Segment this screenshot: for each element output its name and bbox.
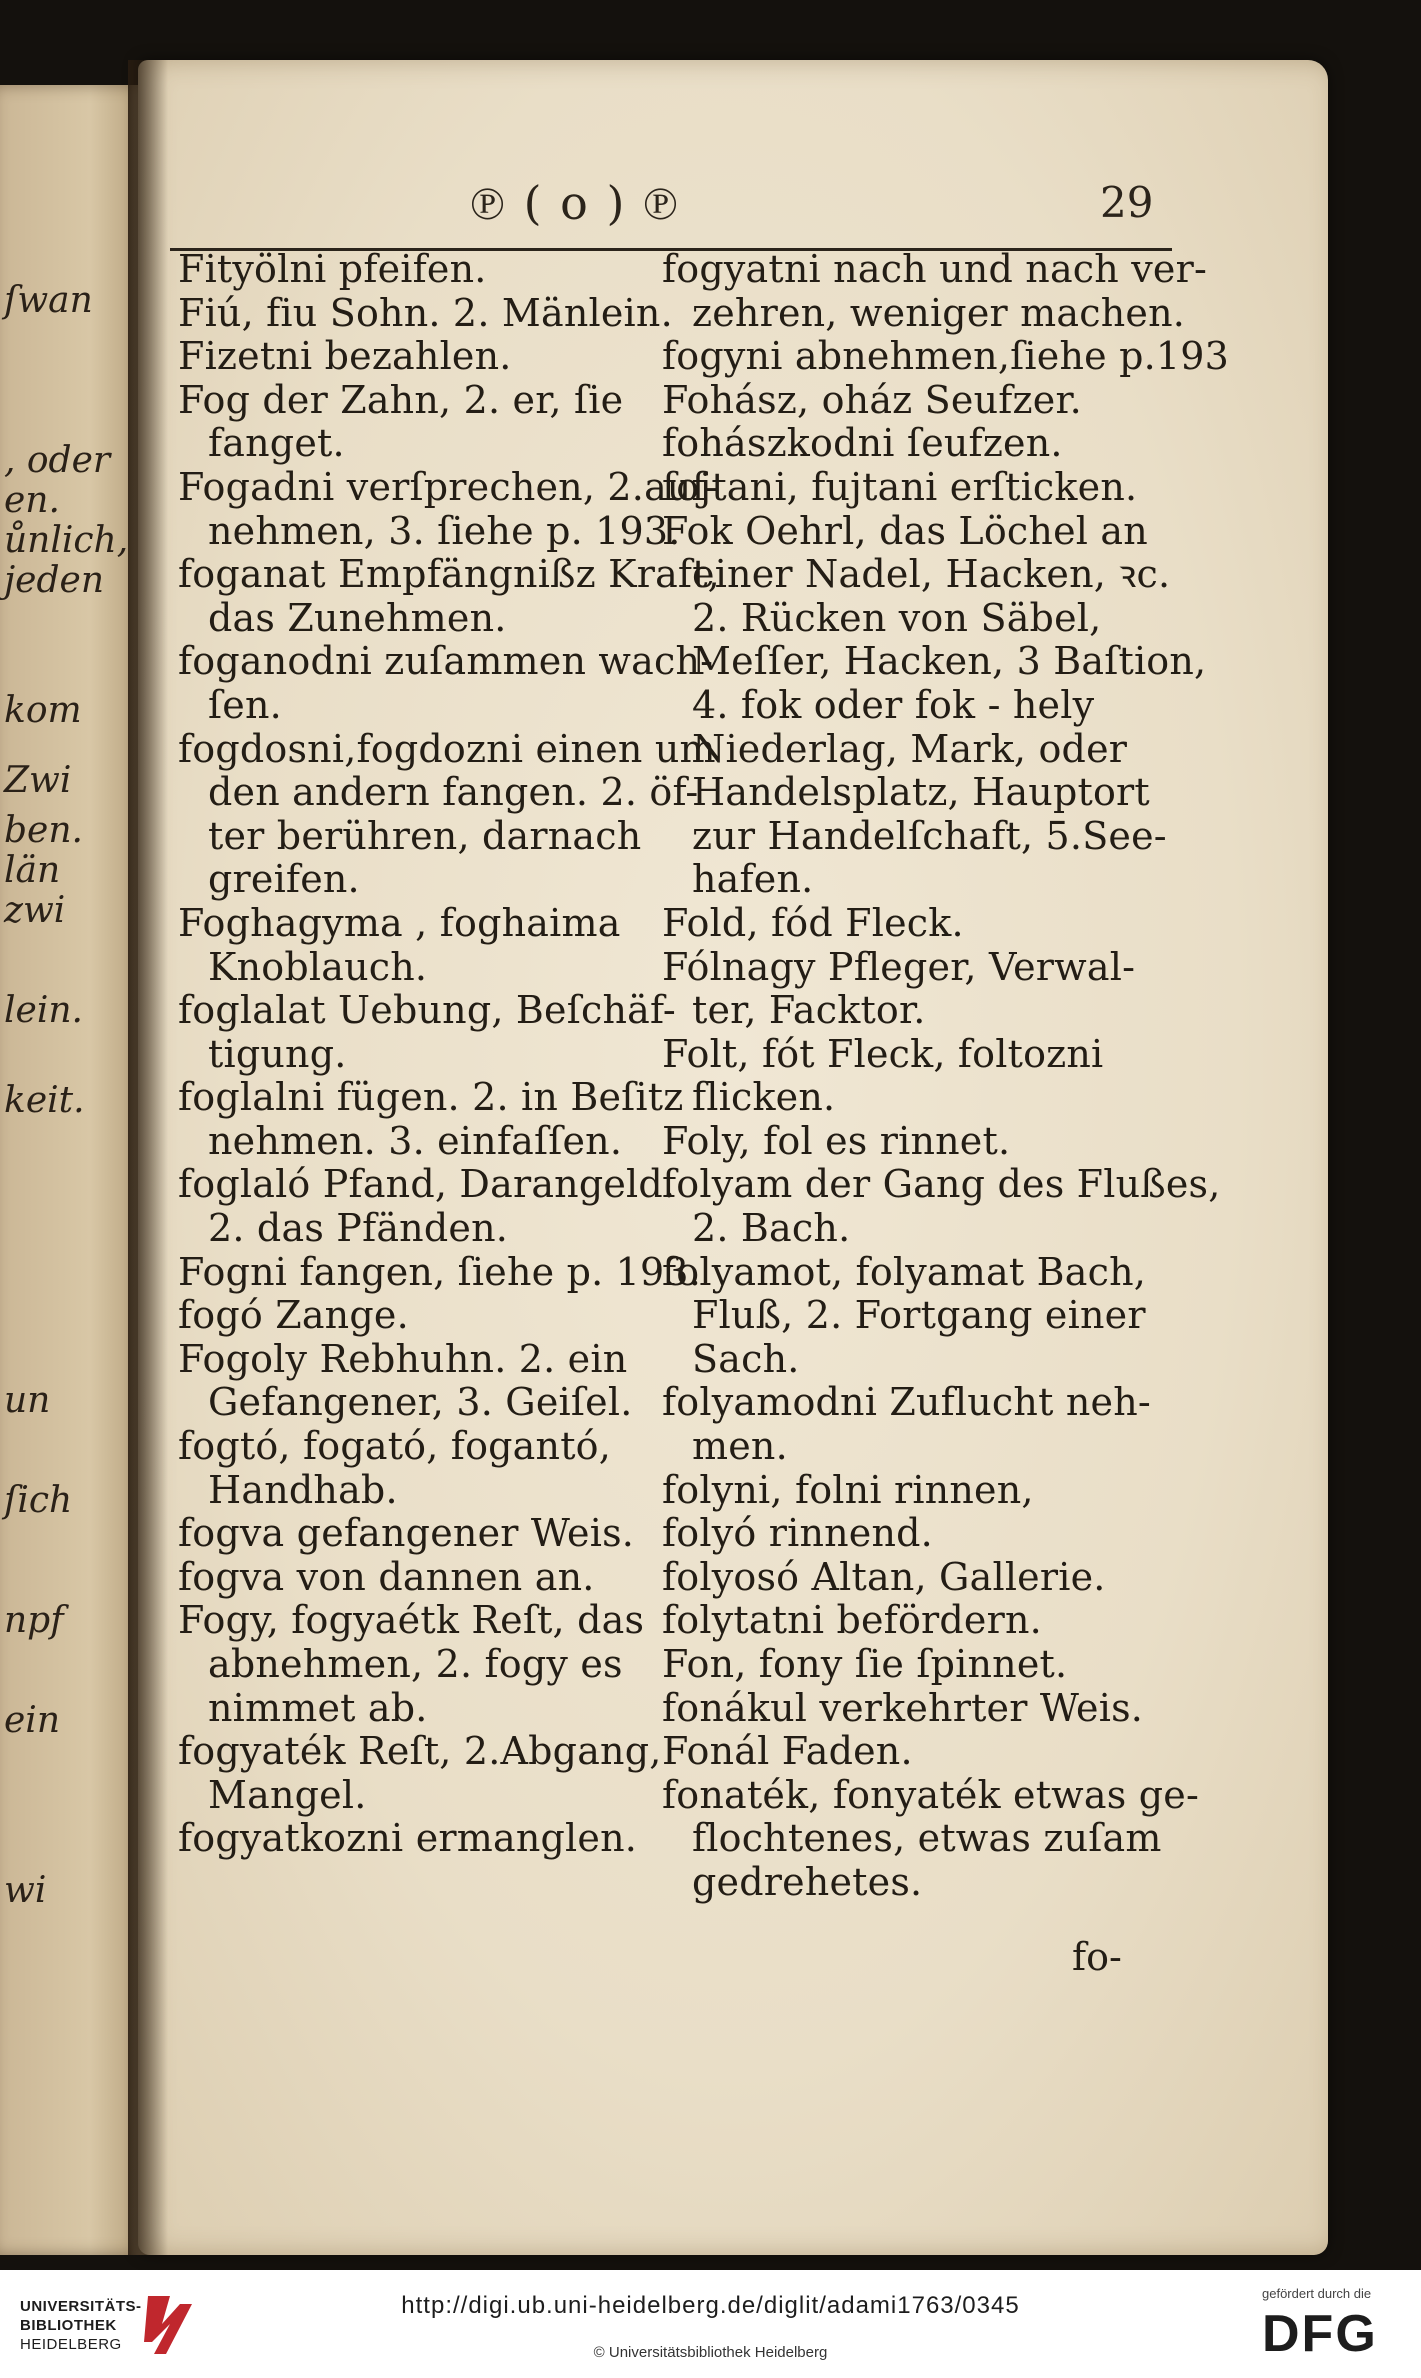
dictionary-line: foglaló Pfand, Darangeld. bbox=[178, 1162, 676, 1207]
dictionary-line: fojtani, fujtani erſticken. bbox=[662, 464, 1138, 509]
dictionary-line: Fólnagy Pfleger, Verwal- bbox=[662, 944, 1136, 989]
dictionary-line: folyamot, folyamat Bach, bbox=[662, 1249, 1147, 1294]
dictionary-line: 4. fok oder fok - hely bbox=[692, 682, 1095, 727]
previous-page-fragment: ben. bbox=[4, 810, 83, 851]
previous-page-fragment: kom bbox=[4, 690, 82, 731]
dictionary-line: fogva von dannen an. bbox=[178, 1554, 595, 1599]
dictionary-line: ter berühren, darnach bbox=[208, 813, 642, 858]
dfg-logo: DFG bbox=[1262, 2305, 1378, 2363]
dictionary-line: fanget. bbox=[208, 421, 345, 466]
dictionary-line: 2. Rücken von Säbel, bbox=[692, 595, 1102, 640]
institution-name-line3: HEIDELBERG bbox=[20, 2336, 122, 2353]
dictionary-line: Fiú, fiu Sohn. 2. Mänlein. bbox=[178, 290, 673, 335]
dictionary-line: Fizetni bezahlen. bbox=[178, 334, 512, 379]
previous-page-fragment: jeden bbox=[4, 560, 105, 601]
catchword: fo- bbox=[1072, 1935, 1122, 1979]
dictionary-line: Fonál Faden. bbox=[662, 1729, 913, 1774]
dictionary-line: abnehmen, 2. fogy es bbox=[208, 1642, 623, 1686]
dictionary-line: ter, Facktor. bbox=[692, 988, 926, 1033]
dictionary-line: nimmet ab. bbox=[208, 1685, 428, 1730]
dictionary-line: ſen. bbox=[208, 682, 282, 727]
previous-page-fragment: ein bbox=[4, 1700, 61, 1741]
permalink-url[interactable]: http://digi.ub.uni-heidelberg.de/diglit/adami1763/0345 bbox=[401, 2292, 1020, 2319]
dictionary-line: fogyaték Reſt, 2.Abgang, bbox=[178, 1729, 662, 1774]
dictionary-line: flochtenes, etwas zuſam bbox=[692, 1816, 1162, 1861]
dictionary-line: gedrehetes. bbox=[692, 1859, 923, 1904]
dictionary-line: Fogy, fogyaétk Reſt, das bbox=[178, 1598, 645, 1643]
dictionary-line: Fold, fód Fleck. bbox=[662, 900, 964, 945]
dictionary-line: foglalni fügen. 2. in Beſitz bbox=[178, 1075, 684, 1120]
dictionary-line: tigung. bbox=[208, 1031, 347, 1076]
dictionary-line: Gefangener, 3. Geiſel. bbox=[208, 1380, 633, 1425]
funding-note: gefördert durch die bbox=[1262, 2286, 1372, 2301]
copyright-notice: © Universitätsbibliothek Heidelberg bbox=[593, 2344, 828, 2361]
dictionary-line: fonaték, fonyaték etwas ge- bbox=[662, 1772, 1199, 1817]
dictionary-line: Fluß, 2. Fortgang einer bbox=[692, 1293, 1146, 1338]
dictionary-line: greifen. bbox=[208, 857, 360, 902]
dictionary-line: hafen. bbox=[692, 857, 814, 902]
dictionary-line: fogtó, fogató, fogantó, bbox=[178, 1424, 612, 1469]
dictionary-line: fogva gefangener Weis. bbox=[178, 1511, 635, 1556]
dictionary-line: fogyni abnehmen,ſiehe p.193 bbox=[662, 334, 1230, 379]
viewer-footer bbox=[0, 2270, 1421, 2378]
previous-page-fragment: keit. bbox=[4, 1080, 85, 1121]
dictionary-line: folytatni befördern. bbox=[662, 1598, 1042, 1643]
dictionary-line: Sach. bbox=[692, 1336, 800, 1381]
dictionary-line: Fogoly Rebhuhn. 2. ein bbox=[178, 1336, 628, 1381]
dictionary-line: men. bbox=[692, 1424, 788, 1469]
dictionary-line: flicken. bbox=[692, 1075, 836, 1120]
previous-page-fragment: en. bbox=[4, 480, 60, 521]
dictionary-line: folyamodni Zuflucht neh- bbox=[662, 1380, 1151, 1425]
right-column bbox=[662, 247, 1230, 1905]
header-ornament: ℗ ( o ) ℗ bbox=[470, 176, 680, 230]
page-number: 29 bbox=[1100, 178, 1154, 227]
institution-name-line1: UNIVERSITÄTS- bbox=[20, 2298, 142, 2315]
dictionary-line: folyam der Gang des Flußes, bbox=[662, 1162, 1221, 1207]
book-gutter bbox=[128, 60, 168, 2255]
dictionary-line: Handelsplatz, Hauptort bbox=[692, 770, 1150, 815]
previous-page-fragment: , oder bbox=[4, 440, 111, 481]
left-column bbox=[178, 247, 720, 1861]
dictionary-line: Fok Oehrl, das Löchel an bbox=[662, 508, 1148, 553]
dictionary-line: Fog der Zahn, 2. er, ſie bbox=[178, 377, 624, 422]
dictionary-line: folyó rinnend. bbox=[662, 1511, 933, 1556]
previous-page-fragment: lein. bbox=[4, 990, 83, 1031]
dictionary-line: den andern fangen. 2. öf- bbox=[208, 770, 699, 815]
dictionary-line: fogyatni nach und nach ver- bbox=[662, 247, 1208, 291]
previous-page-fragment: zwi bbox=[4, 890, 66, 931]
dictionary-line: Folt, fót Fleck, foltozni bbox=[662, 1031, 1104, 1076]
dictionary-line: Fogni fangen, ſiehe p. 193. bbox=[178, 1249, 702, 1294]
dictionary-line: Niederlag, Mark, oder bbox=[692, 726, 1128, 771]
dictionary-line: Foghagyma , foghaima bbox=[178, 900, 621, 945]
institution-name-line2: BIBLIOTHEK bbox=[20, 2317, 117, 2334]
dictionary-line: Foly, fol es rinnet. bbox=[662, 1118, 1011, 1163]
running-header bbox=[470, 170, 1170, 240]
dictionary-line: fogdosni,fogdozni einen um bbox=[178, 726, 716, 771]
dictionary-line: fonákul verkehrter Weis. bbox=[662, 1685, 1144, 1730]
dictionary-line: fohászkodni ſeufzen. bbox=[662, 421, 1063, 466]
dictionary-line: folyni, folni rinnen, bbox=[662, 1467, 1034, 1512]
dictionary-line: Mangel. bbox=[208, 1772, 367, 1817]
dictionary-line: 2. das Pfänden. bbox=[208, 1206, 509, 1251]
dictionary-line: Knoblauch. bbox=[208, 944, 428, 989]
dictionary-line: foglalat Uebung, Beſchäf- bbox=[178, 988, 676, 1033]
previous-page-fragment: npf bbox=[4, 1600, 64, 1641]
dictionary-line: zehren, weniger machen. bbox=[692, 290, 1186, 335]
previous-page-fragment: län bbox=[4, 850, 61, 891]
dictionary-line: 2. Bach. bbox=[692, 1206, 851, 1251]
dictionary-line: foganat Empfängnißz Kraft, bbox=[178, 552, 720, 597]
dictionary-line: foganodni zuſammen wach- bbox=[178, 639, 714, 684]
previous-page-fragment: ſwan bbox=[4, 280, 93, 321]
previous-page-fragment: ſich bbox=[4, 1480, 73, 1521]
dictionary-line: zur Handelſchaft, 5.See- bbox=[692, 813, 1167, 858]
previous-page-fragment: Zwi bbox=[4, 760, 72, 801]
previous-page-fragment: ůnlich, bbox=[4, 520, 129, 561]
dictionary-line: das Zunehmen. bbox=[208, 595, 507, 640]
dictionary-line: fogyatkozni ermanglen. bbox=[178, 1816, 638, 1861]
dictionary-line: Fogadni verſprechen, 2.auf- bbox=[178, 464, 718, 509]
dictionary-line: folyosó Altan, Gallerie. bbox=[662, 1554, 1106, 1599]
dictionary-line: nehmen. 3. einfaſſen. bbox=[208, 1118, 623, 1163]
dictionary-line: nehmen, 3. ſiehe p. 193. bbox=[208, 508, 681, 553]
dictionary-line: Fon, fony ſie ſpinnet. bbox=[662, 1642, 1068, 1686]
dictionary-line: Meſſer, Hacken, 3 Baſtion, bbox=[692, 639, 1207, 684]
dictionary-line: Fityölni pfeifen. bbox=[178, 247, 487, 291]
dictionary-line: Handhab. bbox=[208, 1467, 398, 1512]
previous-page-fragment: wi bbox=[4, 1870, 47, 1911]
dictionary-line: Fohász, oház Seufzer. bbox=[662, 377, 1082, 422]
dictionary-line: fogó Zange. bbox=[178, 1293, 409, 1338]
previous-page-fragment: un bbox=[4, 1380, 51, 1421]
dictionary-line: einer Nadel, Hacken, ꝛc. bbox=[692, 552, 1171, 597]
